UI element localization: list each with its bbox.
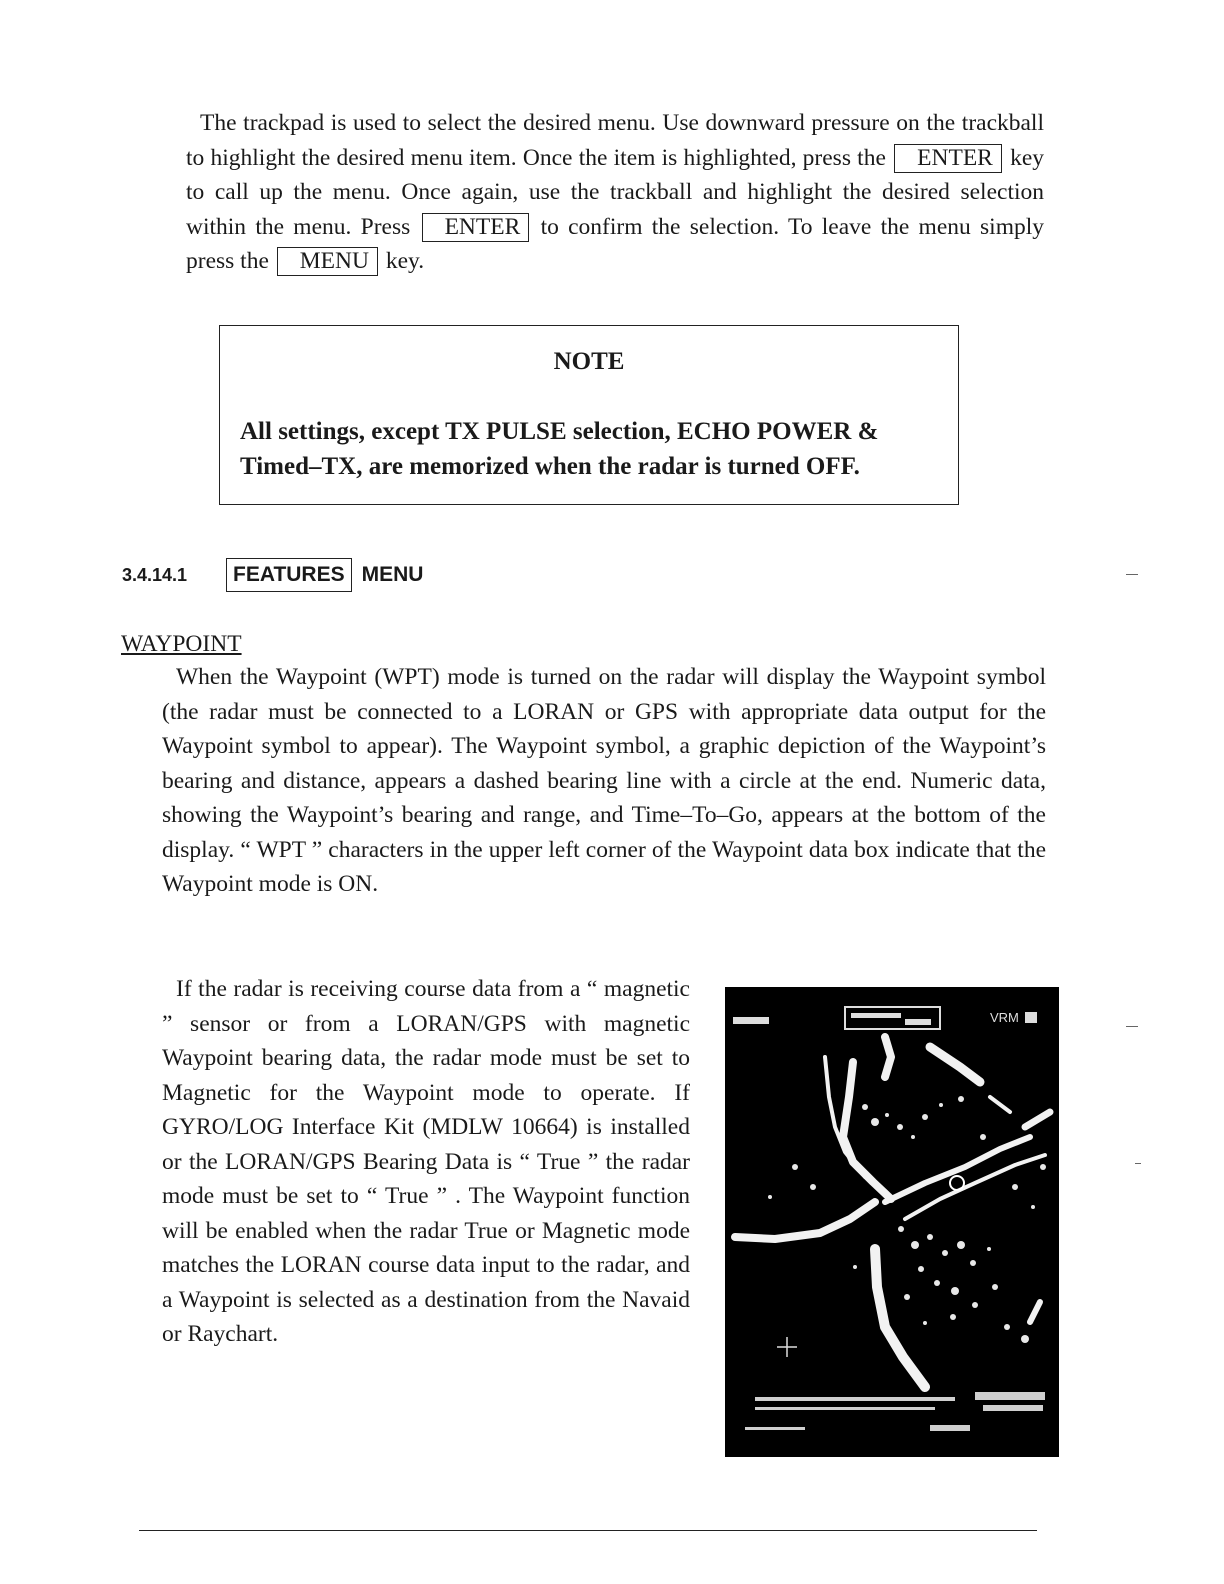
features-key-label: FEATURES: [226, 558, 352, 592]
note-box: [219, 325, 959, 505]
enter-key-label-2: ENTER: [422, 213, 530, 242]
waypoint-paragraph-1: When the Waypoint (WPT) mode is turned on the radar will display the Waypoint symbol (the radar must be connected to a LORAN or GPS with appropriate data output for the Waypoint symbol to appear). The Waypoint symbol, a graphic depiction of the Waypoint’s bearing and distance, appears a dashed bearing line with a circle at the end. Numeric data, showing the Waypoint’s bearing and range, and Time–To–Go, appears at the bottom of the display. “ WPT ” characters in the upper left corner of the Waypoint data box indicate that the Waypoint mode is ON.: [162, 664, 1046, 897]
intro-text-2: key to call up the menu. Once again, use the trackball and highlight the desired selection within the menu. Press: [186, 144, 1045, 240]
section-heading: [122, 557, 423, 593]
waypoint-paragraph-2: If the radar is receiving course data from a “ magnetic ” sensor or from a LORAN/GPS with magnetic Waypoint bearing data, the radar mode must be set to Magnetic for the Waypoint mode to operate. If GYRO/LOG Interface Kit (MDLW 10664) is installed or the LORAN/GPS Bearing Data is “ True ” the radar mode must be set to “ True ” . The Waypoint function will be enabled when the radar True or Magnetic mode matches the LORAN course data input to the radar, and a Waypoint is selected as a destination from the Navaid or Raychart.: [162, 976, 690, 1347]
menu-key-label: MENU: [277, 247, 378, 276]
intro-text-4: key.: [385, 248, 425, 274]
margin-mark: [1135, 1163, 1141, 1164]
note-body: All settings, except TX PULSE selection, ECHO POWER & Timed–TX, are memorized when the radar is turned OFF.: [240, 418, 879, 480]
note-title: NOTE: [553, 348, 625, 375]
intro-paragraph: [186, 106, 1044, 279]
margin-mark: [1126, 574, 1138, 575]
vrm-label: VRM: [990, 1010, 1019, 1025]
section-number: 3.4.14.1: [122, 565, 188, 585]
waypoint-title: WAYPOINT: [121, 631, 242, 657]
enter-key-label: ENTER: [894, 144, 1002, 173]
intro-text-1: The trackpad is used to select the desired menu. Use downward pressure on the trackball to highlight the desired menu item. Once the item is highlighted, press the: [186, 110, 1044, 171]
footer-rule: [139, 1530, 1037, 1531]
radar-echo-graphic: [725, 987, 1059, 1457]
section-word: MENU: [361, 563, 424, 586]
intro-text-3: to confirm the selection. To leave the menu simply press the: [186, 213, 1045, 274]
margin-mark: [1126, 1026, 1138, 1027]
radar-display-image: [725, 987, 1059, 1457]
